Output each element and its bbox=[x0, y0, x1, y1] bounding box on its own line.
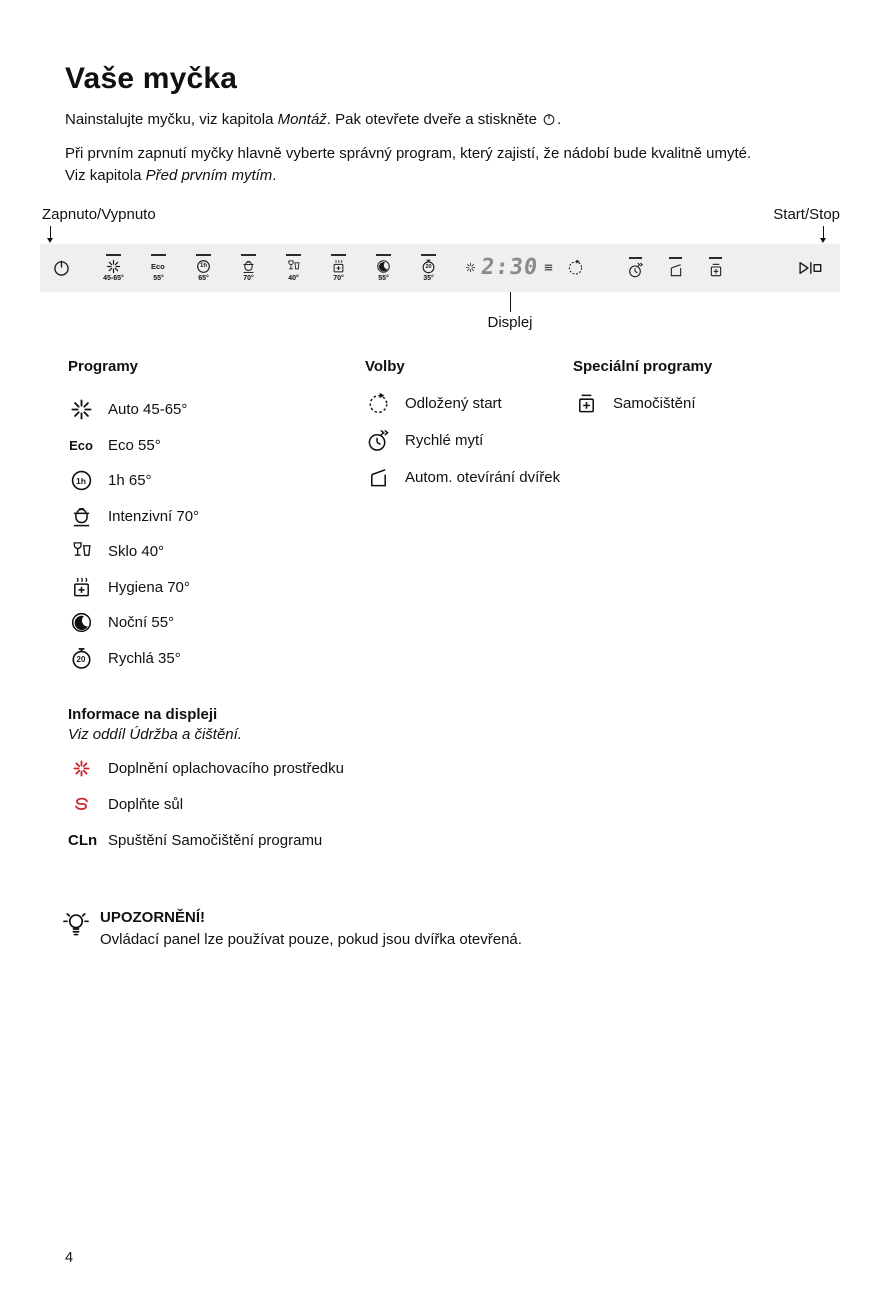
display-info-label: Doplnění oplachovacího prostředku bbox=[108, 760, 344, 778]
glass-icon-svg bbox=[70, 540, 93, 563]
special-programs-column bbox=[573, 358, 840, 676]
page-number: 4 bbox=[65, 1250, 74, 1266]
display bbox=[465, 254, 554, 280]
program-item bbox=[68, 534, 365, 570]
cln-code: CLn bbox=[68, 832, 98, 850]
program-indicator-bar bbox=[151, 254, 166, 256]
intensive-program-icon bbox=[241, 259, 256, 274]
program-temp: 40° bbox=[288, 274, 299, 282]
intro-paragraph-2 bbox=[65, 143, 840, 186]
panel-option-fast-wash bbox=[628, 257, 644, 278]
programs-column bbox=[68, 358, 365, 676]
rinse-aid-icon-svg bbox=[72, 759, 91, 778]
warning-title: UPOZORNĚNÍ! bbox=[100, 908, 205, 926]
option-label: Rychlé mytí bbox=[405, 431, 484, 449]
display-callout-line bbox=[510, 292, 511, 312]
option-item bbox=[365, 392, 573, 416]
manual-page bbox=[0, 62, 874, 1266]
glass-program-icon bbox=[68, 540, 94, 563]
program-indicator-bar bbox=[106, 254, 121, 256]
program-label: 1h 65° bbox=[108, 472, 152, 490]
salt-indicator-icon bbox=[543, 262, 554, 273]
panel-option-self-clean bbox=[708, 257, 724, 278]
program-indicator-bar bbox=[331, 254, 346, 256]
program-temp: 65° bbox=[198, 274, 209, 282]
program-label: Sklo 40° bbox=[108, 543, 165, 561]
intro-p2-line2: Viz kapitola bbox=[65, 166, 146, 184]
quick-badge bbox=[70, 647, 93, 670]
program-indicator-bar bbox=[376, 254, 391, 256]
intensive-icon-svg bbox=[70, 505, 93, 528]
panel-program-auto bbox=[97, 254, 130, 282]
intro-p1-text: Nainstalujte myčku, viz kapitola bbox=[65, 111, 278, 128]
intro-p2-end: . bbox=[272, 166, 277, 184]
on-off-callout: Zapnuto/Vypnuto bbox=[42, 205, 156, 223]
hygiene-program-icon bbox=[68, 576, 94, 599]
door-open-icon bbox=[365, 466, 391, 489]
program-label: Rychlá 35° bbox=[108, 649, 181, 667]
panel-program-eco bbox=[142, 254, 175, 282]
warning-section bbox=[62, 909, 840, 948]
program-item bbox=[68, 427, 365, 463]
panel-program-intensive bbox=[232, 254, 265, 282]
salt-icon bbox=[68, 795, 94, 814]
program-item bbox=[68, 498, 365, 534]
night-program-icon bbox=[68, 611, 94, 634]
intro-p2-line1: Při prvním zapnutí myčky hlavně vyberte správný program, který zajistí, že nádobí bude kvalitně umyté. bbox=[65, 145, 752, 163]
option-indicator-bar bbox=[709, 257, 722, 259]
program-item bbox=[68, 392, 365, 428]
selfclean-icon-svg bbox=[575, 392, 598, 415]
option-indicator-bar bbox=[629, 257, 642, 259]
auto-icon-svg bbox=[70, 398, 93, 421]
fast-wash-icon bbox=[628, 262, 644, 278]
fast-wash-icon bbox=[365, 429, 391, 452]
auto-program-icon bbox=[68, 398, 94, 421]
display-callout-label: Displej bbox=[487, 313, 533, 331]
delayed-start-icon bbox=[567, 259, 584, 276]
program-indicator-bar bbox=[241, 254, 256, 256]
salt-icon-svg bbox=[72, 795, 91, 814]
program-item bbox=[68, 463, 365, 499]
legend-columns bbox=[68, 358, 840, 676]
program-label: Hygiena 70° bbox=[108, 578, 190, 596]
warning-body bbox=[100, 909, 522, 948]
program-item bbox=[68, 605, 365, 641]
eco-program-icon: Eco bbox=[151, 261, 165, 271]
one-hour-program-icon bbox=[196, 259, 211, 274]
program-indicator-bar bbox=[286, 254, 301, 256]
display-info-item bbox=[68, 795, 840, 815]
special-label: Samočištění bbox=[613, 394, 696, 412]
quick-minutes-text: 20 bbox=[425, 264, 432, 271]
lightbulb-icon bbox=[62, 909, 90, 939]
program-label: Eco 55° bbox=[108, 436, 161, 454]
intro-p1-end: . bbox=[557, 111, 562, 128]
power-icon bbox=[542, 112, 556, 126]
program-temp: 55° bbox=[378, 274, 389, 282]
self-clean-icon bbox=[573, 392, 599, 415]
program-indicator-bar bbox=[421, 254, 436, 256]
chapter-ref-first-wash: Před prvním mytím bbox=[145, 166, 273, 184]
intro-paragraph-1 bbox=[65, 109, 840, 130]
display-time: 2:30 bbox=[479, 254, 540, 280]
program-label: Auto 45-65° bbox=[108, 401, 188, 419]
program-item bbox=[68, 569, 365, 605]
display-info-label: Doplňte sůl bbox=[108, 796, 184, 814]
warning-text: Ovládací panel lze používat pouze, pokud jsou dvířka otevřená. bbox=[100, 930, 522, 948]
quick-minutes-text: 20 bbox=[76, 655, 86, 665]
options-heading: Volby bbox=[365, 357, 405, 375]
control-panel-strip bbox=[40, 244, 840, 292]
option-label: Autom. otevírání dvířek bbox=[405, 468, 561, 486]
start-stop-icon bbox=[796, 258, 824, 278]
display-info-item bbox=[68, 759, 840, 779]
one-hour-text: 1h bbox=[199, 263, 207, 270]
control-panel-figure bbox=[40, 206, 840, 336]
page-title: Vaše myčka bbox=[65, 62, 238, 95]
display-info-section bbox=[68, 706, 840, 851]
display-info-heading: Informace na displeji bbox=[68, 705, 218, 723]
hygiene-program-icon bbox=[331, 259, 346, 274]
program-temp: 35° bbox=[423, 274, 434, 282]
one-hour-badge bbox=[70, 469, 93, 492]
night-program-icon bbox=[376, 259, 391, 274]
delay-icon-svg bbox=[367, 392, 390, 415]
panel-program-glass bbox=[277, 254, 310, 282]
panel-program-night bbox=[367, 254, 400, 282]
callout-arrow-left bbox=[50, 226, 51, 238]
quick-program-icon bbox=[421, 259, 436, 274]
program-item bbox=[68, 640, 365, 676]
quick-program-icon bbox=[68, 647, 94, 670]
option-indicator-bar bbox=[669, 257, 682, 259]
option-label: Odložený start bbox=[405, 394, 502, 412]
display-callout bbox=[40, 292, 840, 336]
hygiene-icon-svg bbox=[70, 576, 93, 599]
special-item bbox=[573, 392, 840, 416]
panel-option-door-open bbox=[668, 257, 684, 278]
option-item bbox=[365, 466, 573, 490]
panel-program-hygiene bbox=[322, 254, 355, 282]
option-item bbox=[365, 429, 573, 453]
fastwash-icon-svg bbox=[367, 429, 390, 452]
program-temp: 70° bbox=[243, 274, 254, 282]
option-buttons bbox=[628, 257, 724, 278]
power-button-icon bbox=[52, 258, 71, 277]
door-open-icon bbox=[668, 262, 684, 278]
one-hour-program-icon bbox=[68, 469, 94, 492]
callout-arrow-right bbox=[823, 226, 824, 238]
panel-program-1h bbox=[187, 254, 220, 282]
program-temp: 70° bbox=[333, 274, 344, 282]
chapter-ref-montaz: Montáž bbox=[277, 111, 327, 128]
eco-program-icon: Eco bbox=[69, 437, 93, 453]
delayed-start-icon bbox=[365, 392, 391, 415]
glass-program-icon bbox=[286, 259, 301, 274]
intro-p1-text2: . Pak otevřete dveře a stiskněte bbox=[326, 111, 542, 128]
display-info-item bbox=[68, 831, 840, 851]
auto-program-icon bbox=[106, 259, 121, 274]
program-label: Intenzivní 70° bbox=[108, 507, 200, 525]
display-info-label: Spuštění Samočištění programu bbox=[108, 832, 323, 850]
program-buttons bbox=[97, 254, 445, 282]
rinse-aid-icon bbox=[68, 759, 94, 778]
intensive-program-icon bbox=[68, 505, 94, 528]
program-temp: 45-65° bbox=[103, 274, 124, 282]
one-hour-text: 1h bbox=[76, 475, 86, 486]
options-column bbox=[365, 358, 573, 676]
program-label: Noční 55° bbox=[108, 614, 175, 632]
rinse-aid-indicator-icon bbox=[465, 262, 476, 273]
panel-program-quick bbox=[412, 254, 445, 282]
start-stop-callout: Start/Stop bbox=[773, 205, 840, 223]
display-info-note: Viz oddíl Údržba a čištění. bbox=[68, 725, 242, 743]
programs-heading: Programy bbox=[68, 357, 139, 375]
door-icon-svg bbox=[367, 466, 390, 489]
special-heading: Speciální programy bbox=[573, 357, 713, 375]
self-clean-icon bbox=[708, 262, 724, 278]
panel-callouts bbox=[40, 206, 840, 244]
program-temp: 55° bbox=[153, 274, 164, 282]
night-icon-svg bbox=[70, 611, 93, 634]
program-indicator-bar bbox=[196, 254, 211, 256]
